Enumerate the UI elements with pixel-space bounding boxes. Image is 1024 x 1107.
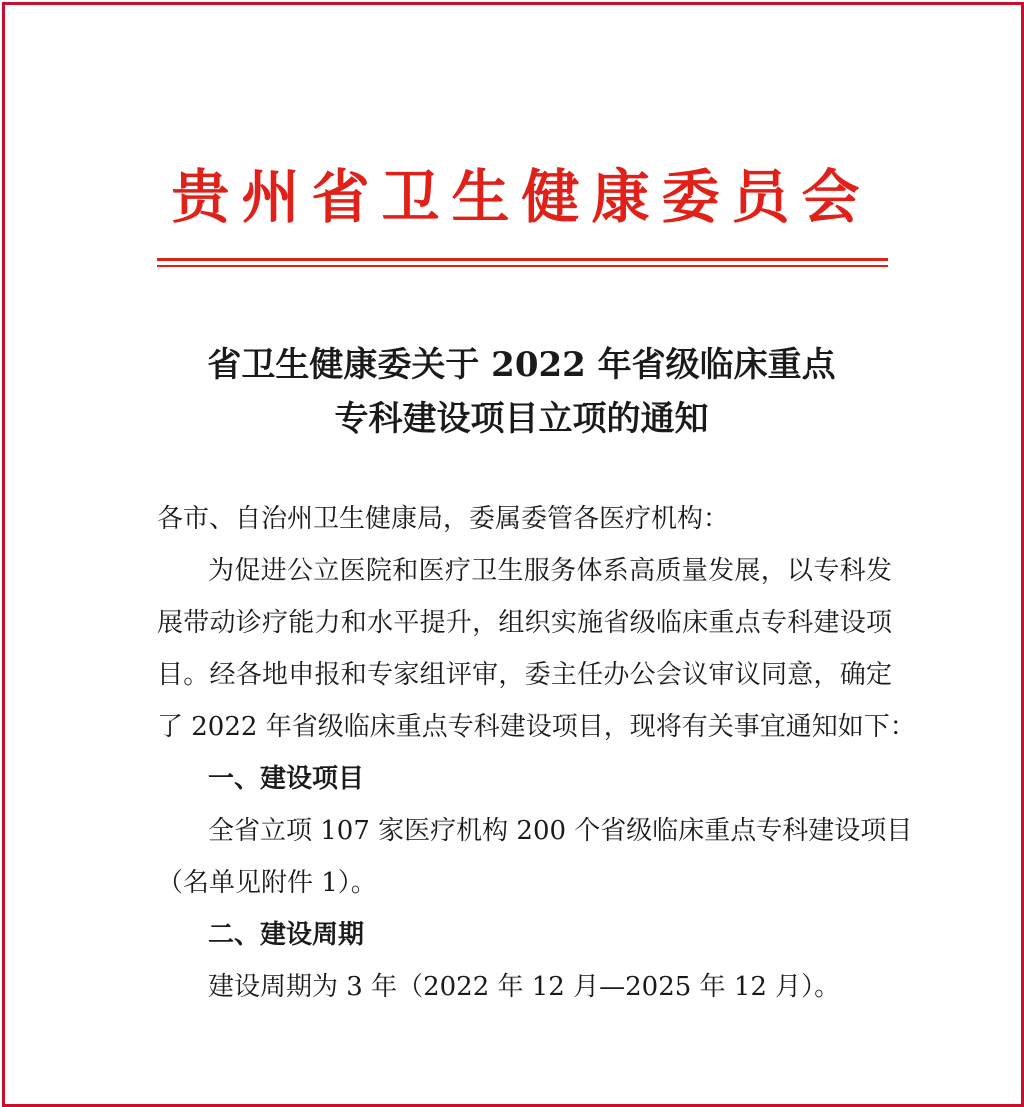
document-title-line-1: 省卫生健康委关于 2022 年省级临床重点 [207,345,836,385]
letterhead-org-name: 贵州省卫生健康委员会 [171,163,872,231]
paragraph-line: 为促进公立医院和医疗卫生服务体系高质量发展，以专科发 [208,556,892,586]
section-heading-projects: 一、建设项目 [208,764,365,794]
letterhead-rule-thick [157,258,888,261]
document-title-line-2: 专科建设项目立项的通知 [334,399,709,439]
section-heading-period: 二、建设周期 [208,920,365,950]
section-line: 全省立项 107 家医疗机构 200 个省级临床重点专科建设项目 [208,816,913,846]
paragraph-line: 目。经各地申报和专家组评审，委主任办公会议审议同意，确定 [157,660,892,690]
section-line: 建设周期为 3 年（2022 年 12 月—2025 年 12 月）。 [208,972,841,1002]
section-line: （名单见附件 1）。 [157,868,377,898]
paragraph-line: 了 2022 年省级临床重点专科建设项目，现将有关事宜通知如下： [157,712,916,742]
document-page [2,2,1024,1107]
salutation: 各市、自治州卫生健康局，委属委管各医疗机构： [157,504,730,534]
letterhead-rule-thin [157,265,888,267]
paragraph-line: 展带动诊疗能力和水平提升，组织实施省级临床重点专科建设项 [157,608,892,638]
